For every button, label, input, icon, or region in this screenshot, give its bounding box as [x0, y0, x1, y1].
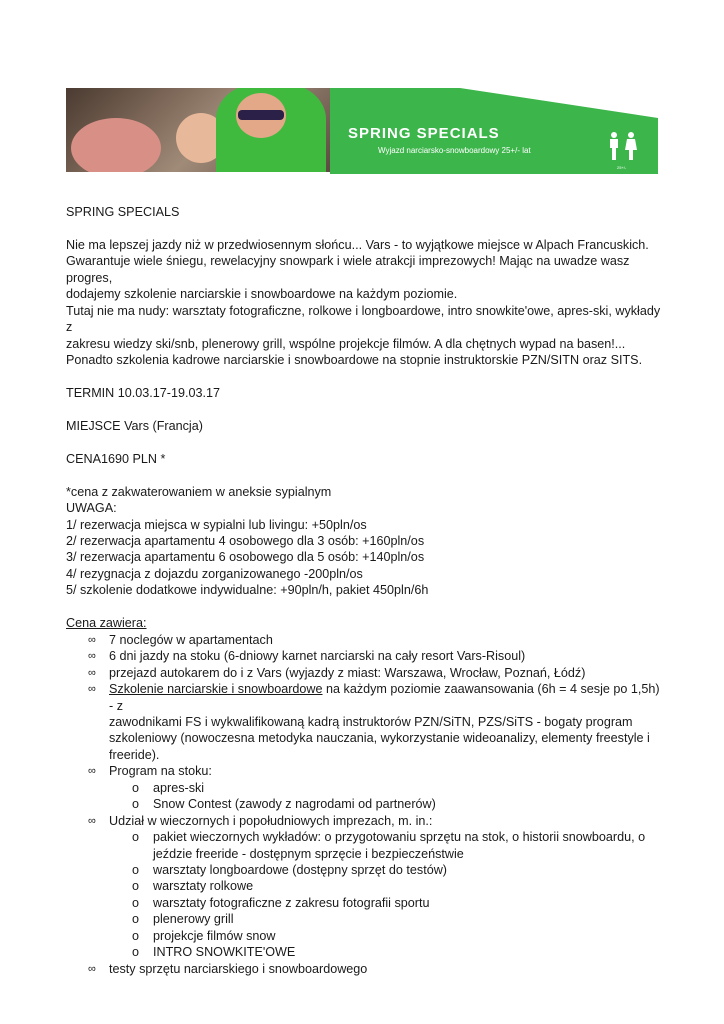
list-item-text: na każdym poziomie zaawansowania (6h = 4 sesje po 1,5h) - z [109, 682, 660, 713]
sub-list-item [66, 878, 666, 894]
sub-item-text: warsztaty rolkowe [153, 879, 254, 894]
people-icon [606, 132, 640, 162]
sub-item-text: warsztaty longboardowe (dostępny sprzęt do testów) [153, 863, 448, 878]
infinity-bullet-icon: ∞ [88, 765, 96, 778]
sub-item-text: projekcje filmów snow [153, 928, 276, 943]
circle-bullet-icon: o [132, 895, 140, 910]
header-banner [66, 88, 658, 174]
sub-item-text: jeździe freeride - dostępnym sprzęcie i bezpieczeństwie [153, 846, 464, 861]
sub-list-item [66, 862, 666, 878]
circle-bullet-icon: o [132, 928, 140, 943]
infinity-bullet-icon: ∞ [88, 633, 96, 646]
banner-title: SPRING SPECIALS [348, 125, 500, 142]
sub-item-text: plenerowy grill [153, 912, 234, 927]
nudy-text: warsztaty fotograficzne, rolkowe i longboardowe, [169, 303, 448, 318]
sub-item-text: Snow Contest (zawody z nagrodami od partnerów) [153, 797, 436, 812]
document-heading: SPRING SPECIALS [66, 205, 180, 219]
document-body [66, 204, 666, 977]
circle-bullet-icon: o [132, 863, 140, 878]
intro-line: Gwarantuje wiele śniegu, rewelacyjny snowpark i wiele atrakcji imprezowych! Mając na uwadze wasz progres, [66, 254, 630, 285]
list-item-text: przejazd autokarem do i z Vars (wyjazdy z miast: Warszawa, Wrocław, Poznań, Łódź) [109, 665, 586, 680]
miejsce: MIEJSCE Vars (Francja) [66, 418, 203, 433]
termin: TERMIN 10.03.17-19.03.17 [66, 385, 221, 400]
includes-label-text: Cena zawiera: [66, 616, 147, 631]
circle-bullet-icon: o [132, 945, 140, 960]
list-item [66, 632, 666, 648]
sub-item-text: pakiet wieczornych wykładów: o przygotowaniu sprzętu na stok, o historii snowboardu, o [153, 830, 646, 845]
list-item-text: zawodnikami FS i wykwalifikowaną kadrą instruktorów PZN/SiTN, PZS/SiTS - bogaty program [109, 714, 633, 729]
circle-bullet-icon: o [132, 879, 140, 894]
nudy-line: Ponadto szkolenia kadrowe narciarskie i snowboardowe na stopnie instruktorskie PZN/SITN oraz SITS. [66, 353, 643, 368]
list-item [66, 648, 666, 664]
list-item-text: freeride). [109, 747, 160, 762]
list-item [66, 763, 666, 779]
list-item [66, 681, 666, 763]
note-line: 2/ rezerwacja apartamentu 4 osobowego dla 3 osób: +160pln/os [66, 533, 425, 548]
banner-age: 25+/- [617, 165, 627, 170]
list-item [66, 665, 666, 681]
nudy-label: Tutaj nie ma nudy: [66, 303, 170, 318]
intro-line: Nie ma lepszej jazdy niż w przedwiosennym słońcu... Vars - to wyjątkowe miejsce w Alpach Francuskich. [66, 237, 649, 252]
nudy-line: zakresu wiedzy ski/snb, plenerowy grill, wspólne projekcje filmów. A dla chętnych wypad na basen!... [66, 336, 626, 351]
cena [66, 451, 666, 467]
list-item-text: Program na stoku: [109, 764, 212, 779]
sub-item-text: warsztaty fotograficzne z zakresu fotografii sportu [153, 895, 430, 910]
list-item-text: testy sprzętu narciarskiego i snowboardowego [109, 961, 368, 976]
circle-bullet-icon: o [132, 797, 140, 812]
list-item-text: szkoleniowy (nowoczesna metodyka nauczania, wykorzystanie wideoanalizy, elementy freestyle i [109, 731, 650, 746]
sub-item-text: INTRO SNOWKITE'OWE [153, 945, 296, 960]
sub-list-item [66, 829, 666, 862]
list-item [66, 813, 666, 829]
sub-list-item [66, 895, 666, 911]
banner-photo [66, 88, 330, 172]
list-item-text: Szkolenie narciarskie i snowboardowe [109, 682, 323, 697]
sub-list-item [66, 944, 666, 960]
cena-label: CENA [66, 451, 101, 466]
infinity-bullet-icon: ∞ [88, 666, 96, 679]
circle-bullet-icon: o [132, 912, 140, 927]
nudy-line [66, 303, 666, 336]
note-line: 5/ szkolenie dodatkowe indywidualne: +90pln/h, pakiet 450pln/6h [66, 583, 429, 598]
sub-item-text: apres-ski [153, 780, 205, 795]
circle-bullet-icon: o [132, 780, 140, 795]
note-line: UWAGA: [66, 501, 117, 516]
sub-list-item [66, 911, 666, 927]
banner-subtitle: Wyjazd narciarsko-snowboardowy 25+/- lat [378, 146, 531, 155]
intro-line: dodajemy szkolenie narciarskie i snowboardowe na każdym poziomie. [66, 287, 458, 302]
note-line: 1/ rezerwacja miejsca w sypialni lub livingu: +50pln/os [66, 517, 367, 532]
list-item [66, 961, 666, 977]
list-item-text: Udział w wieczornych i popołudniowych imprezach, m. in.: [109, 813, 433, 828]
intro-snowkite-text: intro snowkite'owe [447, 303, 551, 318]
infinity-bullet-icon: ∞ [88, 962, 96, 975]
circle-bullet-icon: o [132, 830, 140, 845]
cena-value: 1690 PLN * [101, 451, 166, 466]
includes-list [66, 632, 666, 978]
sub-list-item [66, 780, 666, 796]
includes-label [66, 615, 666, 631]
note-line: *cena z zakwaterowaniem w aneksie sypialnym [66, 484, 332, 499]
nudy-text: , apres-ski, wykłady z [66, 303, 661, 335]
sub-list-item [66, 928, 666, 944]
sub-list-item [66, 796, 666, 812]
list-item-text: 6 dni jazdy na stoku (6-dniowy karnet narciarski na cały resort Vars-Risoul) [109, 649, 526, 664]
infinity-bullet-icon: ∞ [88, 650, 96, 663]
list-item-text: 7 noclegów w apartamentach [109, 632, 273, 647]
infinity-bullet-icon: ∞ [88, 814, 96, 827]
infinity-bullet-icon: ∞ [88, 683, 96, 696]
note-line: 4/ rezygnacja z dojazdu zorganizowanego -200pln/os [66, 566, 363, 581]
note-line: 3/ rezerwacja apartamentu 6 osobowego dla 5 osób: +140pln/os [66, 550, 425, 565]
